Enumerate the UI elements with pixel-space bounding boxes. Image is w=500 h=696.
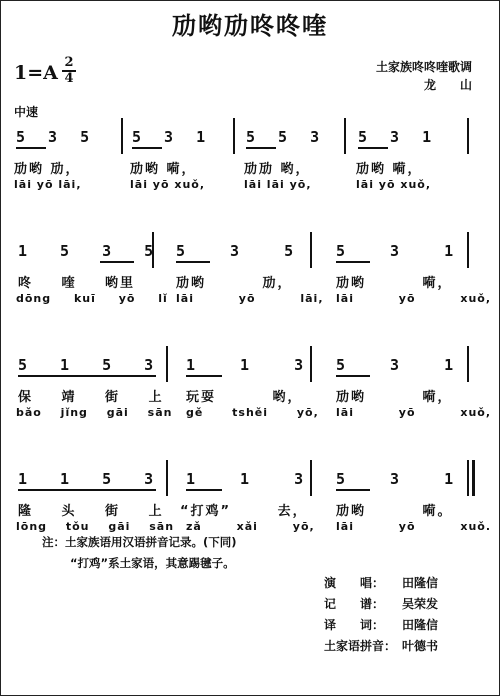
credit-value: 田隆信	[402, 618, 439, 632]
barline	[467, 346, 469, 382]
lyric-line: 劢劢 哟，	[244, 162, 311, 177]
measure-notes: 5 3 1	[132, 128, 207, 146]
eighth-beam	[16, 147, 46, 149]
lyric-line: 隆 头 街 上	[18, 504, 164, 519]
measure-notes: 1 1 3	[186, 356, 305, 374]
time-numerator: 2	[64, 55, 74, 70]
time-signature	[62, 56, 76, 86]
measure-notes: 5 3 1	[336, 470, 455, 488]
credit-row	[324, 573, 438, 594]
pinyin-line: lāi yō lāi,	[14, 178, 82, 191]
lyric-line: 咚 喹 哟里	[18, 276, 136, 291]
eighth-beam	[336, 489, 370, 491]
eighth-beam	[358, 147, 388, 149]
credit-label: 演 唱：	[324, 576, 385, 590]
pinyin-line: gě tshěi yō,	[186, 406, 319, 419]
song-title: 劢哟劢咚咚喹	[172, 11, 328, 40]
pinyin-line: zǎ xǎi yō,	[186, 520, 315, 533]
final-barline-thin	[467, 460, 469, 496]
source-genre: 土家族咚咚喹歌调	[375, 60, 472, 74]
barline	[166, 460, 168, 496]
score-system-1	[0, 118, 500, 198]
footnote-line: 注：土家族语用汉语拼音记录。(下同)	[42, 535, 237, 549]
eighth-beam	[336, 261, 370, 263]
measure-notes: 5 1 5 3	[18, 356, 155, 374]
time-denominator: 4	[62, 70, 76, 86]
source-info	[376, 58, 472, 94]
barline	[310, 460, 312, 496]
barline	[310, 232, 312, 268]
credit-row	[324, 594, 438, 615]
lyric-line: 玩耍 哟，	[186, 390, 303, 405]
pinyin-line: lōng tǒu gāi sān	[16, 520, 175, 533]
eighth-beam	[336, 375, 370, 377]
lyric-line: 劢哟 嗬，	[356, 162, 423, 177]
key-signature: 1=A	[14, 62, 58, 84]
eighth-beam	[18, 489, 156, 491]
footnote	[42, 532, 237, 574]
score-system-4	[0, 460, 500, 540]
pinyin-line: lāi yō xuǒ,	[336, 406, 492, 419]
barline	[121, 118, 123, 154]
final-barline-thick	[472, 460, 475, 496]
barline	[467, 118, 469, 154]
eighth-beam	[132, 147, 162, 149]
pinyin-line: lāi yō xuǒ,	[130, 178, 206, 191]
pinyin-line: dōng kuī yō lǐ	[16, 292, 168, 305]
barline	[344, 118, 346, 154]
measure-notes: 5 3 5	[176, 242, 295, 260]
credit-value: 田隆信	[402, 576, 439, 590]
measure-notes: 1 1 3	[186, 470, 305, 488]
eighth-beam	[246, 147, 276, 149]
eighth-beam	[176, 261, 210, 263]
lyric-line: 劢哟 嗬，	[130, 162, 197, 177]
score-system-3	[0, 346, 500, 426]
credit-label: 译 词：	[324, 618, 385, 632]
pinyin-line: lāi lāi yō,	[244, 178, 312, 191]
credits	[324, 573, 438, 657]
lyric-line: 劢哟 嗬，	[336, 276, 453, 291]
pinyin-line: bǎo jǐng gāi sān	[16, 406, 173, 419]
source-region: 龙 山	[423, 78, 472, 92]
credit-row	[324, 615, 438, 636]
barline	[310, 346, 312, 382]
credit-value: 叶德书	[402, 639, 439, 653]
pinyin-line: lāi yō xuǒ.	[336, 520, 492, 533]
lyric-line: 劢哟 劢，	[14, 162, 81, 177]
pinyin-line: lāi yō xuǒ,	[336, 292, 492, 305]
lyric-line: 劢哟 嗬。	[336, 504, 453, 519]
credit-value: 吴荣发	[402, 597, 439, 611]
credit-label: 土家语拼音：	[324, 639, 397, 653]
lyric-line: “打鸡” 去，	[180, 504, 308, 519]
measure-notes: 5 3 1	[336, 242, 455, 260]
lyric-line: 保 靖 街 上	[18, 390, 164, 405]
measure-notes: 5 3 5	[16, 128, 91, 146]
footnote-line: “打鸡”系土家语，其意踢毽子。	[70, 556, 235, 570]
credit-label: 记 谱：	[324, 597, 385, 611]
score-system-2	[0, 232, 500, 312]
measure-notes: 5 5 3	[246, 128, 321, 146]
tempo-marking: 中速	[14, 105, 39, 119]
measure-notes: 1 1 5 3	[18, 470, 155, 488]
measure-notes: 5 3 1	[336, 356, 455, 374]
eighth-beam	[186, 489, 222, 491]
barline	[166, 346, 168, 382]
eighth-beam	[186, 375, 222, 377]
barline	[467, 232, 469, 268]
lyric-line: 劢哟 嗬，	[336, 390, 453, 405]
credit-row	[324, 636, 438, 657]
lyric-line: 劢哟 劢，	[176, 276, 293, 291]
barline	[233, 118, 235, 154]
pinyin-line: lāi yō xuǒ,	[356, 178, 432, 191]
eighth-beam	[18, 375, 156, 377]
measure-notes: 1 5 3 5	[18, 242, 155, 260]
pinyin-line: lāi yō lāi,	[176, 292, 324, 305]
eighth-beam	[100, 261, 134, 263]
measure-notes: 5 3 1	[358, 128, 433, 146]
